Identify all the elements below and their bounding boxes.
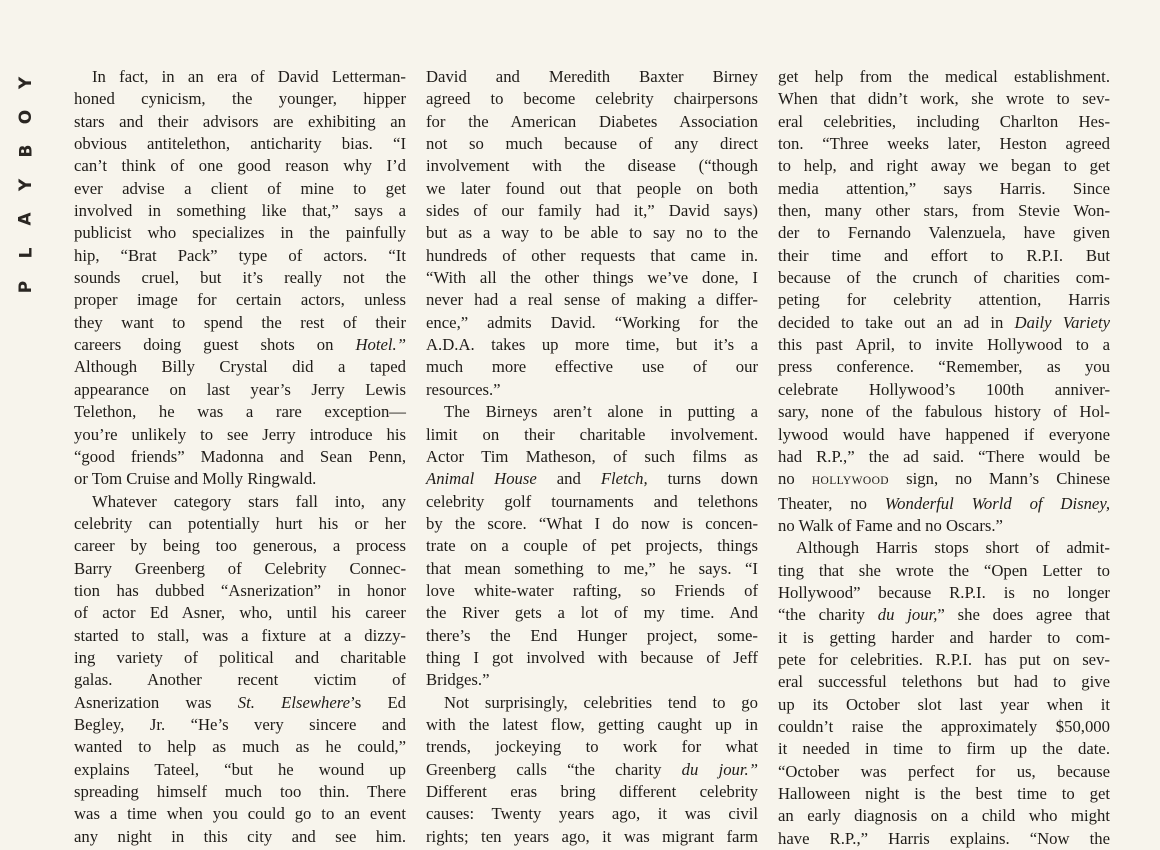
italic-title: Fletch, (600, 469, 648, 489)
text-line: trends, jockeying to work for what (426, 737, 758, 757)
text-fragment: sign, no Mann’s Chinese (889, 469, 1110, 489)
text-fragment: ’s Ed (350, 692, 406, 712)
text-line: press conference. “Remember, as you (778, 357, 1110, 377)
text-line: eral successful telethons but had to give (778, 672, 1110, 692)
text-line: When that didn’t work, she wrote to sev- (778, 89, 1110, 109)
text-line: by the score. “What I do now is concen- (426, 513, 758, 533)
text-line: you’re unlikely to see Jerry introduce his (74, 424, 406, 444)
text-line: The Birneys aren’t alone in putting a (444, 402, 758, 422)
text-line: never had a real sense of making a differ- (426, 290, 758, 310)
text-line: we later found out that people on both (426, 178, 758, 198)
text-line: rights; ten years ago, it was migrant farm (426, 826, 758, 846)
text-fragment: “the charity (778, 605, 878, 625)
text-line: to help, and right away we began to get (778, 156, 1110, 176)
text-line: had R.P.,” the ad said. “There would be (778, 446, 1110, 466)
text-line: stars and their advisors are exhibiting an (74, 111, 406, 131)
text-line: not so much because of any direct (426, 134, 758, 154)
text-line: pete for celebrities. R.P.I. has put on sev- (778, 649, 1110, 669)
text-line: trate on a couple of pet projects, things (426, 536, 758, 556)
text-line (778, 312, 1110, 334)
italic-title: du jour.” (681, 759, 758, 779)
text-line (426, 468, 758, 490)
text-line (778, 493, 1110, 515)
text-line: Barry Greenberg of Celebrity Connec- (74, 558, 406, 578)
text-line: der to Fernando Valenzuela, have given (778, 223, 1110, 243)
masthead-letter: L (16, 247, 36, 259)
text-line: was a time when you could go to an event (74, 804, 406, 824)
paragraph (778, 66, 1110, 537)
masthead-letter: A (15, 212, 36, 226)
text-line: ever advise a client of mine to get (74, 178, 406, 198)
text-line (74, 334, 406, 356)
text-line: of actor Ed Asner, who, until his career (74, 603, 406, 623)
text-line: “good friends” Madonna and Sean Penn, (74, 446, 406, 466)
text-line: causes: Twenty years ago, it was civil (426, 804, 758, 824)
text-line: resources.” (426, 379, 501, 399)
text-line: lywood would have happened if everyone (778, 424, 1110, 444)
italic-title: Daily Variety (1014, 312, 1111, 332)
text-line: it needed in time to firm up the date. (778, 739, 1110, 759)
paragraph (426, 401, 758, 691)
text-line: then, many other stars, from Stevie Won- (778, 201, 1110, 221)
masthead-letter: B (16, 144, 36, 158)
text-line (778, 604, 1110, 626)
text-line: have R.P.,” Harris explains. “Now the (778, 828, 1110, 848)
text-line: celebrity can potentially hurt his or her (74, 513, 406, 533)
text-line: involvement with the disease (“though (426, 156, 758, 176)
text-line: Whatever category stars fall into, any (92, 491, 406, 511)
text-line (426, 759, 758, 781)
text-line: but as a way to be able to say no to the (426, 223, 758, 243)
text-line: eral celebrities, including Charlton Hes- (778, 111, 1110, 131)
text-line: love white-water rafting, so Friends of (426, 580, 758, 600)
text-line: “With all the other things we’ve done, I (426, 268, 758, 288)
text-line: can’t think of one good reason why I’d (74, 156, 406, 176)
text-line: Begley, Jr. “He’s very sincere and (74, 714, 406, 734)
text-line: the River gets a lot of my time. And (426, 603, 758, 623)
text-line: Hollywood” because R.P.I. is no longer (778, 582, 1110, 602)
text-line: sounds cruel, but it’s really not the (74, 268, 406, 288)
text-fragment: Greenberg calls “the charity (426, 759, 682, 779)
paragraph (74, 66, 406, 491)
text-line: Different eras bring different celebrity (426, 782, 758, 801)
text-line: “October was perfect for us, because (778, 761, 1110, 781)
text-line: there’s the End Hunger project, some- (426, 625, 758, 645)
text-line: ing variety of political and charitable (74, 647, 406, 667)
text-line (74, 692, 406, 714)
text-line: honed cynicism, the younger, hipper (74, 89, 406, 109)
paragraph (426, 692, 758, 848)
text-fragment: no (778, 469, 812, 489)
text-line: career by being too generous, a process (74, 536, 406, 556)
text-line: because of the crunch of charities com- (778, 268, 1110, 288)
text-line: hundreds of other requests that came in. (426, 245, 758, 265)
text-line: publicist who specializes in the painfully (74, 223, 406, 243)
masthead-letter: O (15, 109, 36, 125)
text-line: started to stall, was a fixture at a dizzy- (74, 625, 406, 645)
text-line: this past April, to invite Hollywood to a (778, 335, 1110, 355)
text-fragment: decided to take out an ad in (778, 312, 1015, 332)
text-line: media attention,” says Harris. Since (778, 178, 1110, 198)
text-line: galas. Another recent victim of (74, 670, 406, 690)
text-line: appearance on last year’s Jerry Lewis (74, 379, 406, 399)
paragraph (778, 537, 1110, 850)
text-line: Telethon, he was a rare exception— (74, 402, 406, 422)
text-line: thing I got involved with because of Jeff (426, 647, 758, 667)
text-line: David and Meredith Baxter Birney (426, 67, 758, 86)
small-caps-word: HOLLYWOOD (811, 475, 889, 488)
text-fragment: turns down (647, 469, 758, 489)
text-fragment: and (536, 469, 601, 489)
text-line: an early diagnosis on a child who might (778, 806, 1110, 826)
italic-title: Wonderful World of Disney, (884, 493, 1110, 513)
text-line: agreed to become celebrity chairpersons (426, 89, 758, 109)
text-line: or Tom Cruise and Molly Ringwald. (74, 469, 317, 489)
article-body (74, 66, 1160, 848)
text-line: Halloween night is the best time to get (778, 784, 1110, 803)
text-line: Bridges.” (426, 670, 490, 690)
text-line: explains Tateel, “but he wound up (74, 759, 406, 779)
text-line: it is getting harder and harder to com- (778, 627, 1110, 647)
italic-title: St. Elsewhere (237, 692, 351, 712)
paragraph (426, 66, 758, 401)
text-line: celebrity golf tournaments and telethons (426, 491, 758, 511)
masthead-letter: Y (16, 76, 36, 90)
text-line: for the American Diabetes Association (426, 111, 758, 131)
italic-title: du jour, (877, 605, 938, 625)
text-line: get help from the medical establishment. (778, 67, 1110, 86)
text-line: obvious antitelethon, anticharity bias. “I (74, 134, 406, 154)
text-line: sides of our family had it,” David says) (426, 201, 758, 221)
text-line: they want to spend the rest of their (74, 312, 406, 332)
text-line: Although Harris stops short of admit- (796, 538, 1110, 558)
text-fragment: Asnerization was (74, 692, 238, 712)
text-line: Actor Tim Matheson, of such films as (426, 446, 758, 466)
text-line: limit on their charitable involvement. (426, 424, 758, 444)
italic-title: Hotel.” (355, 335, 406, 355)
text-line: peting for celebrity attention, Harris (778, 290, 1110, 310)
masthead-letter: Y (16, 178, 36, 192)
column-2 (426, 66, 758, 848)
text-line: wanted to help as much as he could,” (74, 737, 406, 757)
text-line: A.D.A. takes up more time, but it’s a (426, 335, 758, 355)
text-fragment: careers doing guest shots on (74, 335, 356, 355)
column-1 (74, 66, 406, 848)
text-line: up its October slot last year when it (778, 694, 1110, 714)
text-line: sary, none of the fabulous history of Hol- (778, 402, 1110, 422)
text-line: involved in something like that,” says a (74, 201, 406, 221)
text-line: celebrate Hollywood’s 100th anniver- (778, 379, 1110, 399)
text-line: any night in this city and see him. (74, 826, 406, 846)
text-line: Although Billy Crystal did a taped (74, 357, 406, 377)
text-line: ence,” admits David. “Working for the (426, 312, 758, 332)
text-line: tion has dubbed “Asnerization” in honor (74, 580, 406, 600)
text-line: hip, “Brat Pack” type of actors. “It (74, 245, 406, 265)
text-line: that mean something to me,” he says. “I (426, 558, 758, 578)
paragraph (74, 491, 406, 849)
text-line: with the latest flow, getting caught up in (426, 714, 758, 734)
text-line: ton. “Three weeks later, Heston agreed (778, 134, 1110, 154)
text-line: spreading himself much too thin. There (74, 782, 406, 801)
text-line (778, 468, 1110, 492)
text-line: In fact, in an era of David Letterman- (92, 67, 406, 86)
masthead (6, 66, 46, 304)
text-line: much more effective use of our (426, 357, 758, 377)
column-3 (778, 66, 1110, 850)
text-fragment: Theater, no (778, 493, 885, 513)
masthead-letter: P (16, 280, 36, 294)
text-line: no Walk of Fame and no Oscars.” (778, 515, 1003, 535)
text-fragment: ” she does agree that (937, 605, 1111, 625)
text-line: their time and effort to R.P.I. But (778, 245, 1110, 265)
text-line: proper image for certain actors, unless (74, 290, 406, 310)
text-line: Not surprisingly, celebrities tend to go (444, 692, 758, 712)
italic-title: Animal House (426, 469, 537, 489)
text-line: ting that she wrote the “Open Letter to (778, 560, 1110, 580)
text-line: couldn’t raise the approximately $50,000 (778, 716, 1110, 736)
